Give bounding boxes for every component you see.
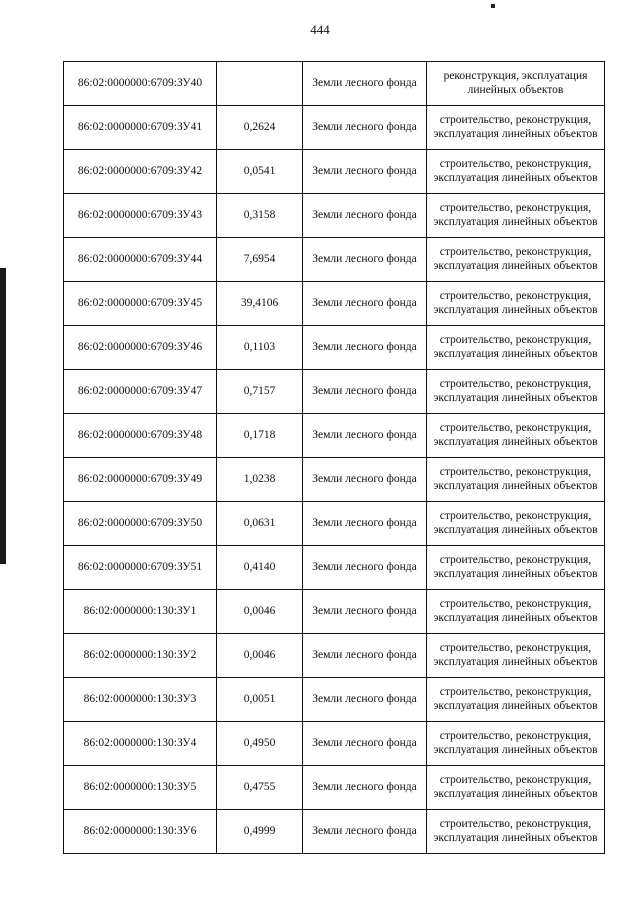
cadastral-number-cell: 86:02:0000000:6709:ЗУ44 (64, 238, 217, 282)
area-cell: 0,4755 (217, 766, 303, 810)
area-cell: 0,0541 (217, 150, 303, 194)
permitted-use-cell: строительство, реконструкция, эксплуатация линейных объектов (427, 810, 605, 854)
land-category-cell: Земли лесного фонда (303, 546, 427, 590)
table-row (64, 678, 605, 722)
permitted-use-cell: строительство, реконструкция, эксплуатация линейных объектов (427, 546, 605, 590)
area-cell: 0,0046 (217, 634, 303, 678)
area-cell: 0,0051 (217, 678, 303, 722)
permitted-use-cell: строительство, реконструкция, эксплуатация линейных объектов (427, 414, 605, 458)
permitted-use-cell: строительство, реконструкция, эксплуатация линейных объектов (427, 502, 605, 546)
area-cell: 7,6954 (217, 238, 303, 282)
area-cell: 0,7157 (217, 370, 303, 414)
land-category-cell: Земли лесного фонда (303, 106, 427, 150)
permitted-use-cell: строительство, реконструкция, эксплуатация линейных объектов (427, 678, 605, 722)
permitted-use-cell: строительство, реконструкция, эксплуатация линейных объектов (427, 238, 605, 282)
cadastral-number-cell: 86:02:0000000:130:ЗУ6 (64, 810, 217, 854)
area-cell: 0,4950 (217, 722, 303, 766)
land-category-cell: Земли лесного фонда (303, 634, 427, 678)
table-row (64, 370, 605, 414)
permitted-use-cell: строительство, реконструкция, эксплуатация линейных объектов (427, 194, 605, 238)
table-row (64, 590, 605, 634)
cadastral-number-cell: 86:02:0000000:6709:ЗУ45 (64, 282, 217, 326)
permitted-use-cell: строительство, реконструкция, эксплуатация линейных объектов (427, 722, 605, 766)
land-plots-table (63, 61, 605, 854)
table-row (64, 502, 605, 546)
cadastral-number-cell: 86:02:0000000:6709:ЗУ46 (64, 326, 217, 370)
table-row (64, 62, 605, 106)
land-category-cell: Земли лесного фонда (303, 678, 427, 722)
page-number: 444 (310, 22, 330, 37)
land-category-cell: Земли лесного фонда (303, 194, 427, 238)
area-cell: 0,2624 (217, 106, 303, 150)
cadastral-number-cell: 86:02:0000000:6709:ЗУ50 (64, 502, 217, 546)
area-cell: 0,4140 (217, 546, 303, 590)
cadastral-number-cell: 86:02:0000000:130:ЗУ2 (64, 634, 217, 678)
area-cell: 0,1103 (217, 326, 303, 370)
land-category-cell: Земли лесного фонда (303, 282, 427, 326)
permitted-use-cell: строительство, реконструкция, эксплуатация линейных объектов (427, 282, 605, 326)
land-category-cell: Земли лесного фонда (303, 722, 427, 766)
area-cell: 0,1718 (217, 414, 303, 458)
land-category-cell: Земли лесного фонда (303, 150, 427, 194)
cadastral-number-cell: 86:02:0000000:6709:ЗУ49 (64, 458, 217, 502)
area-cell: 1,0238 (217, 458, 303, 502)
cadastral-number-cell: 86:02:0000000:130:ЗУ1 (64, 590, 217, 634)
area-cell: 0,0046 (217, 590, 303, 634)
land-plots-table-body (64, 62, 605, 854)
cadastral-number-cell: 86:02:0000000:6709:ЗУ47 (64, 370, 217, 414)
cadastral-number-cell: 86:02:0000000:130:ЗУ5 (64, 766, 217, 810)
permitted-use-cell: строительство, реконструкция, эксплуатация линейных объектов (427, 370, 605, 414)
table-row (64, 150, 605, 194)
table-row (64, 722, 605, 766)
table-row (64, 106, 605, 150)
cadastral-number-cell: 86:02:0000000:130:ЗУ4 (64, 722, 217, 766)
table-row (64, 810, 605, 854)
area-cell: 0,4999 (217, 810, 303, 854)
table-row (64, 414, 605, 458)
permitted-use-cell: строительство, реконструкция, эксплуатация линейных объектов (427, 634, 605, 678)
permitted-use-cell: строительство, реконструкция, эксплуатация линейных объектов (427, 150, 605, 194)
table-row (64, 282, 605, 326)
scan-edge-bar (0, 268, 6, 564)
area-cell (217, 62, 303, 106)
permitted-use-cell: реконструкция, эксплуатация линейных объектов (427, 62, 605, 106)
permitted-use-cell: строительство, реконструкция, эксплуатация линейных объектов (427, 106, 605, 150)
cadastral-number-cell: 86:02:0000000:6709:ЗУ51 (64, 546, 217, 590)
cadastral-number-cell: 86:02:0000000:6709:ЗУ42 (64, 150, 217, 194)
table-row (64, 458, 605, 502)
cadastral-number-cell: 86:02:0000000:6709:ЗУ41 (64, 106, 217, 150)
scan-speck (491, 4, 495, 8)
permitted-use-cell: строительство, реконструкция, эксплуатация линейных объектов (427, 590, 605, 634)
table-row (64, 766, 605, 810)
permitted-use-cell: строительство, реконструкция, эксплуатация линейных объектов (427, 326, 605, 370)
land-category-cell: Земли лесного фонда (303, 766, 427, 810)
permitted-use-cell: строительство, реконструкция, эксплуатация линейных объектов (427, 458, 605, 502)
land-category-cell: Земли лесного фонда (303, 326, 427, 370)
land-category-cell: Земли лесного фонда (303, 590, 427, 634)
area-cell: 0,3158 (217, 194, 303, 238)
table-row (64, 634, 605, 678)
land-category-cell: Земли лесного фонда (303, 810, 427, 854)
table-row (64, 546, 605, 590)
area-cell: 39,4106 (217, 282, 303, 326)
table-row (64, 238, 605, 282)
land-category-cell: Земли лесного фонда (303, 62, 427, 106)
land-category-cell: Земли лесного фонда (303, 502, 427, 546)
land-category-cell: Земли лесного фонда (303, 414, 427, 458)
cadastral-number-cell: 86:02:0000000:6709:ЗУ48 (64, 414, 217, 458)
table-row (64, 326, 605, 370)
cadastral-number-cell: 86:02:0000000:6709:ЗУ40 (64, 62, 217, 106)
land-category-cell: Земли лесного фонда (303, 238, 427, 282)
land-category-cell: Земли лесного фонда (303, 370, 427, 414)
table-row (64, 194, 605, 238)
permitted-use-cell: строительство, реконструкция, эксплуатация линейных объектов (427, 766, 605, 810)
land-category-cell: Земли лесного фонда (303, 458, 427, 502)
cadastral-number-cell: 86:02:0000000:6709:ЗУ43 (64, 194, 217, 238)
area-cell: 0,0631 (217, 502, 303, 546)
cadastral-number-cell: 86:02:0000000:130:ЗУ3 (64, 678, 217, 722)
